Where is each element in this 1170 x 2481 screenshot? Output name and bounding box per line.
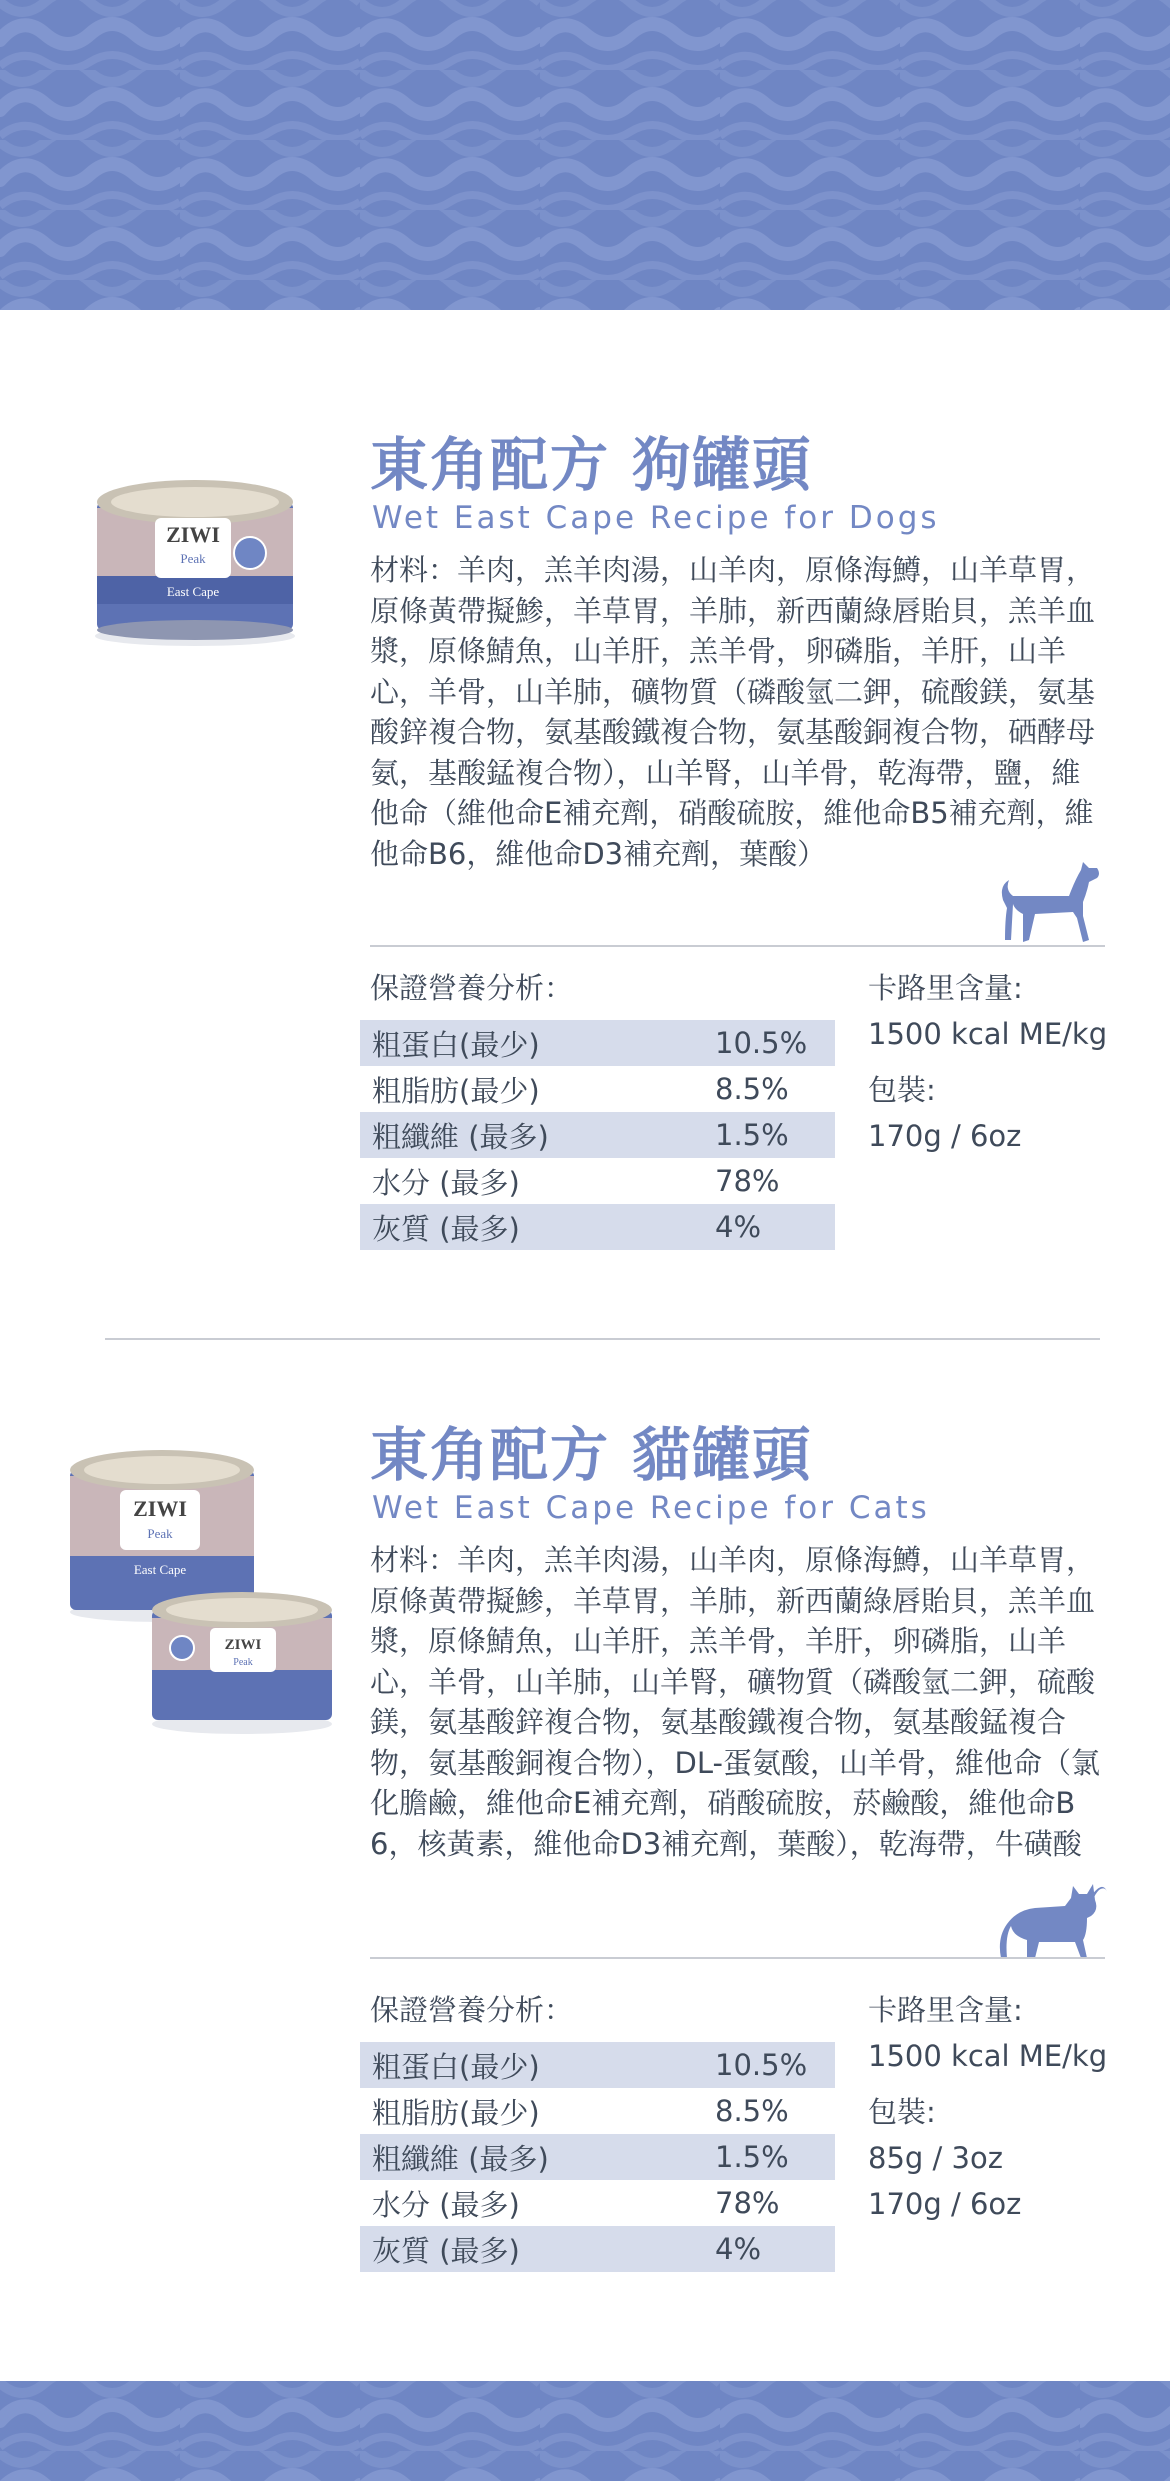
nutrient-value: 78% [715,2186,780,2220]
dog-icon [995,860,1105,949]
nutrient-label: 水分 (最多) [372,1165,520,1200]
nutrient-label: 粗蛋白(最少) [372,1027,540,1062]
nutrient-value: 4% [715,1210,762,1244]
ingredients-text: 材料：羊肉，羔羊肉湯，山羊肉，原條海鱒，山羊草胃，原條黃帶擬鯵，羊草胃，羊肺，新西蘭綠唇貽貝，羔羊血漿，原條鯖魚，山羊肝，羔羊骨，卵磷脂，羊肝，山羊心，羊骨，山羊肺，礦物質（磷酸氫二鉀，硫酸鎂，氨基酸鋅複合物，氨基酸鐵複合物，氨基酸銅複合物，硒酵母氨，基酸錳複合物），山羊腎，山羊骨，乾海帶，鹽，維他命（維他命E補充劑，硝酸硫胺，維他命B5補充劑，維他命B6，維他命D3補充劑，葉酸） [370,553,1096,871]
svg-text:ZIWI: ZIWI [224,1637,262,1653]
svg-text:Peak: Peak [147,1526,173,1541]
product-title-zh: 東角配方 狗罐頭 [370,431,813,499]
svg-text:Peak: Peak [180,551,206,566]
ziwi-cans-icon [62,1442,352,1742]
product-title-zh: 東角配方 貓罐頭 [370,1421,813,1489]
ingredients-text: 材料：羊肉，羔羊肉湯，山羊肉，原條海鱒，山羊草胃，原條黃帶擬鯵，羊草胃，羊肺，新西蘭綠唇貽貝，羔羊血漿，原條鯖魚，山羊肝，羔羊骨，羊肝，卵磷脂，山羊心，羊骨，山羊肺，山羊腎，礦物質（磷酸氫二鉀，硫酸鎂，氨基酸鋅複合物，氨基酸鐵複合物，氨基酸錳複合物，氨基酸銅複合物），DL-蛋氨酸，山羊骨，維他命（氯化膽鹼，維他命E補充劑，硝酸硫胺，菸鹼酸，維他命B6，核黃素，維他命D3補充劑，葉酸），乾海帶，牛磺酸 [370,1543,1100,1861]
nutrient-label: 灰質 (最多) [372,2233,520,2268]
ziwi-can-icon [85,468,305,648]
nutrition-table [360,2042,835,2272]
nutrient-value: 10.5% [715,2048,808,2082]
cat-icon [995,1878,1110,1964]
table-row [360,1158,835,1204]
top-wave-banner [0,0,1170,310]
dog-product-section [0,420,1170,1270]
package-label: 包裝: [868,2095,936,2129]
package-size: 170g / 6oz [868,1119,1022,1153]
table-row [360,2088,835,2134]
svg-text:East Cape: East Cape [133,1562,187,1577]
product-side-info [868,965,1168,1159]
nutrient-label: 水分 (最多) [372,2187,520,2222]
nutrient-value: 8.5% [715,2094,789,2128]
cat-product-section [0,1420,1170,2290]
analysis-title: 保證營養分析： [370,971,574,1005]
calories-value: 1500 kcal ME/kg [868,2039,1108,2073]
table-row [360,1112,835,1158]
table-row [360,1066,835,1112]
calories-value: 1500 kcal ME/kg [868,1017,1108,1051]
svg-text:Peak: Peak [233,1657,253,1668]
nutrient-label: 粗纖維 (最多) [372,2141,549,2176]
section-divider [370,1957,1105,1959]
nutrient-label: 粗脂肪(最少) [372,2095,540,2130]
package-label: 包裝: [868,1073,936,1107]
nutrient-value: 1.5% [715,1118,789,1152]
nutrient-label: 粗蛋白(最少) [372,2049,540,2084]
bottom-wave-banner [0,2381,1170,2481]
package-size: 170g / 6oz [868,2187,1022,2221]
svg-text:ZIWI: ZIWI [133,1496,187,1521]
product-title-en: Wet East Cape Recipe for Dogs [372,500,940,536]
svg-text:East Cape: East Cape [166,584,220,599]
product-can-image [85,468,305,652]
analysis-title: 保證營養分析： [370,1993,574,2027]
nutrient-label: 粗脂肪(最少) [372,1073,540,1108]
svg-text:ZIWI: ZIWI [166,522,220,547]
nutrient-label: 灰質 (最多) [372,1211,520,1246]
nutrient-value: 78% [715,1164,780,1198]
nutrient-label: 粗纖維 (最多) [372,1119,549,1154]
nutrition-table [360,1020,835,1250]
table-row [360,2134,835,2180]
wave-pattern [0,0,1170,310]
product-cans-image [62,1442,352,1746]
product-separator [105,1338,1100,1340]
nutrient-value: 8.5% [715,1072,789,1106]
nutrient-value: 4% [715,2232,762,2266]
calories-label: 卡路里含量: [868,971,1023,1005]
table-row [360,1204,835,1250]
product-side-info [868,1987,1168,2227]
table-row [360,2226,835,2272]
wave-pattern [0,2381,1170,2481]
product-title-en: Wet East Cape Recipe for Cats [372,1490,930,1526]
package-size: 85g / 3oz [868,2141,1003,2175]
table-row [360,1020,835,1066]
nutrient-value: 1.5% [715,2140,789,2174]
section-divider [370,945,1105,947]
table-row [360,2180,835,2226]
table-row [360,2042,835,2088]
nutrient-value: 10.5% [715,1026,808,1060]
calories-label: 卡路里含量: [868,1993,1023,2027]
